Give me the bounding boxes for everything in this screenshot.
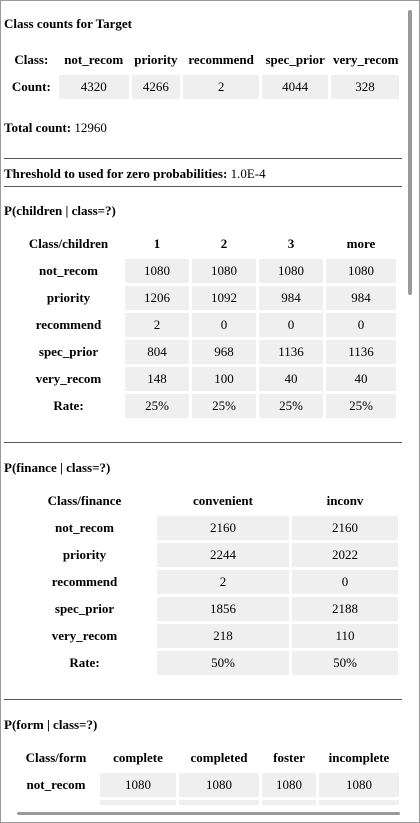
value-cell: 100 xyxy=(192,367,256,391)
value-cell: 984 xyxy=(259,286,323,310)
statistics-panel xyxy=(4,0,402,805)
row-label: very_recom xyxy=(51,628,118,643)
value-cell: 110 xyxy=(292,624,398,648)
total-count-value: 12960 xyxy=(74,120,107,135)
value-cell: 1206 xyxy=(125,286,189,310)
value-cell: 218 xyxy=(157,624,289,648)
value-cell-partial xyxy=(319,800,399,805)
value-cell: 0 xyxy=(292,570,398,594)
class-name-clipped: very_recom xyxy=(332,52,399,67)
class-name: priority xyxy=(134,52,178,67)
value-cell: 804 xyxy=(125,340,189,364)
finance-table-title: P(finance | class=?) xyxy=(4,460,111,475)
divider xyxy=(4,442,402,443)
value-cell: 984 xyxy=(326,286,396,310)
value-cell: 2160 xyxy=(157,516,289,540)
value-cell: 40 xyxy=(326,367,396,391)
column-header: foster xyxy=(273,750,305,765)
threshold-label: Threshold to used for zero probabilities: xyxy=(4,166,228,181)
row-label: spec_prior xyxy=(38,344,99,359)
class-name: not_recom xyxy=(64,52,124,67)
value-cell: 2160 xyxy=(292,516,398,540)
divider xyxy=(4,186,402,187)
value-cell-partial xyxy=(262,800,316,805)
corner-header: Class/children xyxy=(28,236,109,251)
divider xyxy=(4,699,402,700)
value-cell: 1080 xyxy=(262,773,316,797)
total-count xyxy=(4,120,107,136)
class-row-label: Class: xyxy=(14,52,49,67)
value-cell: 2 xyxy=(157,570,289,594)
row-label: not_recom xyxy=(39,263,98,278)
count-row-label: Count: xyxy=(11,79,51,94)
row-label: recommend xyxy=(35,317,102,332)
column-header: more xyxy=(346,236,376,251)
rate-cell: 25% xyxy=(192,394,256,418)
value-cell: 40 xyxy=(259,367,323,391)
children-table-title: P(children | class=?) xyxy=(4,203,116,218)
rate-cell: 50% xyxy=(157,651,289,675)
value-cell: 1080 xyxy=(100,773,176,797)
row-label: not_recom xyxy=(55,520,114,535)
count-cell: 4266 xyxy=(132,75,180,99)
rate-cell: 25% xyxy=(326,394,396,418)
value-cell: 1092 xyxy=(192,286,256,310)
class-counts-title: Class counts for Target xyxy=(4,16,132,31)
row-label: recommend xyxy=(51,574,118,589)
row-label: priority xyxy=(62,547,107,562)
rate-label: Rate: xyxy=(69,655,100,670)
horizontal-scrollbar[interactable] xyxy=(2,806,405,820)
rate-label: Rate: xyxy=(53,398,84,413)
column-header: completed xyxy=(190,750,248,765)
value-cell: 0 xyxy=(259,313,323,337)
value-cell: 1856 xyxy=(157,597,289,621)
value-cell: 1136 xyxy=(259,340,323,364)
value-cell: 0 xyxy=(192,313,256,337)
row-label: priority xyxy=(46,290,91,305)
vertical-scrollbar[interactable] xyxy=(405,2,418,806)
column-header: 1 xyxy=(153,236,161,251)
row-label: spec_prior xyxy=(54,601,115,616)
value-cell: 2 xyxy=(125,313,189,337)
count-cell: 2 xyxy=(183,75,259,99)
rate-cell: 50% xyxy=(292,651,398,675)
column-header: complete xyxy=(113,750,163,765)
total-count-label: Total count: xyxy=(4,120,72,135)
vertical-scroll-thumb[interactable] xyxy=(408,10,412,295)
horizontal-scroll-thumb[interactable] xyxy=(17,812,400,815)
rate-cell: 25% xyxy=(259,394,323,418)
count-cell: 4044 xyxy=(262,75,328,99)
value-cell: 1080 xyxy=(192,259,256,283)
rate-cell: 25% xyxy=(125,394,189,418)
value-cell: 2022 xyxy=(292,543,398,567)
row-label-partial xyxy=(15,800,97,805)
form-table xyxy=(12,743,402,805)
row-label: not_recom xyxy=(26,777,86,792)
value-cell: 1080 xyxy=(125,259,189,283)
count-cell: 4320 xyxy=(59,75,129,99)
class-name xyxy=(331,48,399,72)
value-cell: 1136 xyxy=(326,340,396,364)
class-counts-table xyxy=(4,45,402,102)
value-cell: 2188 xyxy=(292,597,398,621)
corner-header: Class/form xyxy=(25,750,87,765)
class-name: spec_prior xyxy=(265,52,325,67)
value-cell-partial xyxy=(100,800,176,805)
column-header: incomplete xyxy=(328,750,390,765)
row-label: very_recom xyxy=(35,371,102,386)
value-cell: 1080 xyxy=(259,259,323,283)
value-cell-partial xyxy=(179,800,259,805)
column-header: inconv xyxy=(326,493,364,508)
threshold xyxy=(4,166,266,182)
value-cell: 0 xyxy=(326,313,396,337)
children-table xyxy=(12,229,399,421)
count-cell: 328 xyxy=(331,75,399,99)
corner-header: Class/finance xyxy=(47,493,122,508)
value-cell: 148 xyxy=(125,367,189,391)
column-header: convenient xyxy=(193,493,253,508)
form-table-title: P(form | class=?) xyxy=(4,717,98,732)
value-cell: 1080 xyxy=(326,259,396,283)
finance-table xyxy=(12,486,401,678)
value-cell: 2244 xyxy=(157,543,289,567)
column-header: 3 xyxy=(287,236,295,251)
divider xyxy=(4,158,402,159)
threshold-value: 1.0E-4 xyxy=(230,166,266,181)
value-cell: 1080 xyxy=(319,773,399,797)
value-cell: 968 xyxy=(192,340,256,364)
class-name: recommend xyxy=(188,52,254,67)
value-cell: 1080 xyxy=(179,773,259,797)
column-header: 2 xyxy=(220,236,228,251)
